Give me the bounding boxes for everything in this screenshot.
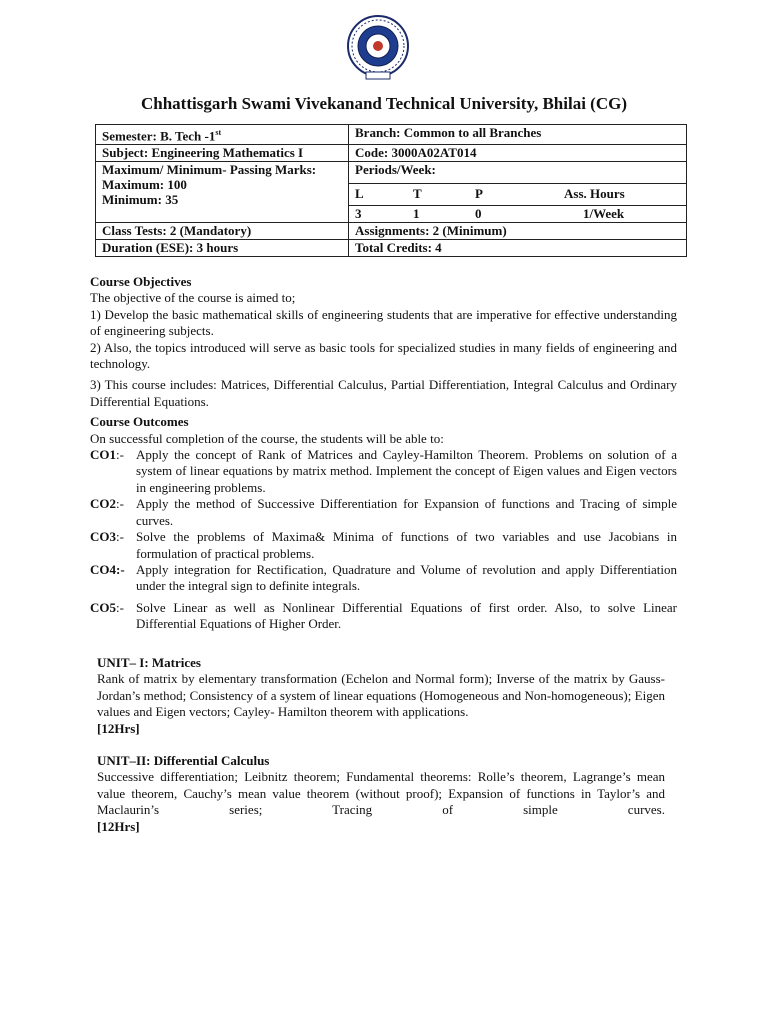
marks-cell bbox=[96, 162, 349, 223]
outcome-item bbox=[90, 562, 677, 595]
objective-item-2: 2) Also, the topics introduced will serve as basic tools for specialized studies in many fields of engineering and technology. bbox=[90, 339, 677, 372]
duration-cell: Duration (ESE): 3 hours bbox=[96, 240, 349, 257]
outcome-text: Apply the method of Successive Differentiation for Expansion of functions and Tracing of simple curves. bbox=[136, 496, 677, 528]
outcome-item bbox=[90, 600, 677, 633]
unit-body: Rank of matrix by elementary transformation (Echelon and Normal form); Inverse of the matrix by Gauss-Jordan’s method; Consistency of a system of linear equations (Homogeneous and Non-homogeneous); Eigen values and Eigen vectors; Cayley- Hamilton theorem with applications. bbox=[97, 671, 665, 720]
outcome-item bbox=[90, 447, 677, 496]
objectives-heading: Course Objectives bbox=[90, 274, 192, 289]
periods-cell: Periods/Week: bbox=[349, 162, 687, 184]
university-seal-logo bbox=[346, 12, 410, 84]
ltp-t-header: T bbox=[413, 185, 422, 201]
credits-cell: Total Credits: 4 bbox=[349, 240, 687, 257]
outcome-text: Apply integration for Rectification, Quadrature and Volume of revolution and apply Differentiation under the integral sign to definite integrals. bbox=[136, 561, 677, 594]
marks-label: Maximum/ Minimum- Passing Marks: bbox=[102, 162, 317, 177]
unit-2-section bbox=[97, 753, 665, 835]
subject-cell: Subject: Engineering Mathematics I bbox=[96, 145, 349, 162]
course-info-table bbox=[95, 124, 687, 257]
ltp-p-value: 0 bbox=[475, 205, 482, 221]
outcome-item bbox=[90, 496, 677, 529]
unit-body: Successive differentiation; Leibnitz theorem; Fundamental theorems: Rolle’s theorem, Lagrange’s mean value theorem, Cauchy’s mean value theorem (without proof); Expansion of functions in Taylor’s and Maclaurin’s series; Tracing of simple curves. bbox=[97, 769, 665, 818]
unit-1-section bbox=[97, 655, 665, 737]
objectives-intro: The objective of the course is aimed to; bbox=[90, 290, 296, 306]
ltp-header-row bbox=[349, 183, 687, 205]
outcome-text: Solve Linear as well as Nonlinear Differential Equations of first order. Also, to solve Linear Differential Equations of Higher Order. bbox=[136, 599, 677, 632]
unit-hours: [12Hrs] bbox=[97, 818, 140, 834]
ltp-ass-hours-header: Ass. Hours bbox=[564, 185, 625, 201]
outcome-label: CO2:- bbox=[90, 496, 124, 512]
outcome-label: CO4:- bbox=[90, 561, 125, 577]
outcome-text: Solve the problems of Maxima& Minima of functions of two variables and use Jacobians in formulation of practical problems. bbox=[136, 529, 677, 561]
unit-hours: [12Hrs] bbox=[97, 720, 140, 736]
semester-cell: Semester: B. Tech -1st bbox=[96, 125, 349, 145]
outcome-label: CO1:- bbox=[90, 447, 124, 463]
branch-cell: Branch: Common to all Branches bbox=[349, 125, 687, 145]
unit-title: UNIT–II: Differential Calculus bbox=[97, 753, 270, 768]
course-content bbox=[90, 274, 677, 633]
ltp-t-value: 1 bbox=[413, 205, 420, 221]
code-cell: Code: 3000A02AT014 bbox=[349, 145, 687, 162]
outcomes-intro: On successful completion of the course, the students will be able to: bbox=[90, 430, 444, 446]
ltp-values-row bbox=[349, 205, 687, 222]
outcome-text: Apply the concept of Rank of Matrices and Cayley-Hamilton Theorem. Problems on solution of a system of linear equations by matrix method. Implement the concept of Eigen values and Eigen vectors in engineering problems. bbox=[136, 447, 677, 495]
ltp-l-value: 3 bbox=[355, 205, 362, 221]
university-title: Chhattisgarh Swami Vivekanand Technical University, Bhilai (CG) bbox=[141, 94, 627, 113]
minimum-marks: Minimum: 35 bbox=[102, 192, 179, 207]
unit-title: UNIT– I: Matrices bbox=[97, 655, 201, 670]
outcomes-heading: Course Outcomes bbox=[90, 414, 189, 430]
assignments-cell: Assignments: 2 (Minimum) bbox=[349, 223, 687, 240]
class-tests-cell: Class Tests: 2 (Mandatory) bbox=[96, 223, 349, 240]
objective-item-1: 1) Develop the basic mathematical skills of engineering students that are imperative for effective understanding of engineering subjects. bbox=[90, 306, 677, 339]
maximum-marks: Maximum: 100 bbox=[102, 177, 187, 192]
objective-item-3: 3) This course includes: Matrices, Differential Calculus, Partial Differentiation, Integral Calculus and Ordinary Differential Equations. bbox=[90, 377, 677, 409]
ltp-p-header: P bbox=[475, 185, 483, 201]
outcome-item bbox=[90, 529, 677, 562]
outcome-label: CO3:- bbox=[90, 529, 124, 545]
outcome-label: CO5:- bbox=[90, 599, 124, 615]
ltp-ass-hours-value: 1/Week bbox=[583, 205, 625, 221]
ltp-l-header: L bbox=[355, 185, 364, 201]
